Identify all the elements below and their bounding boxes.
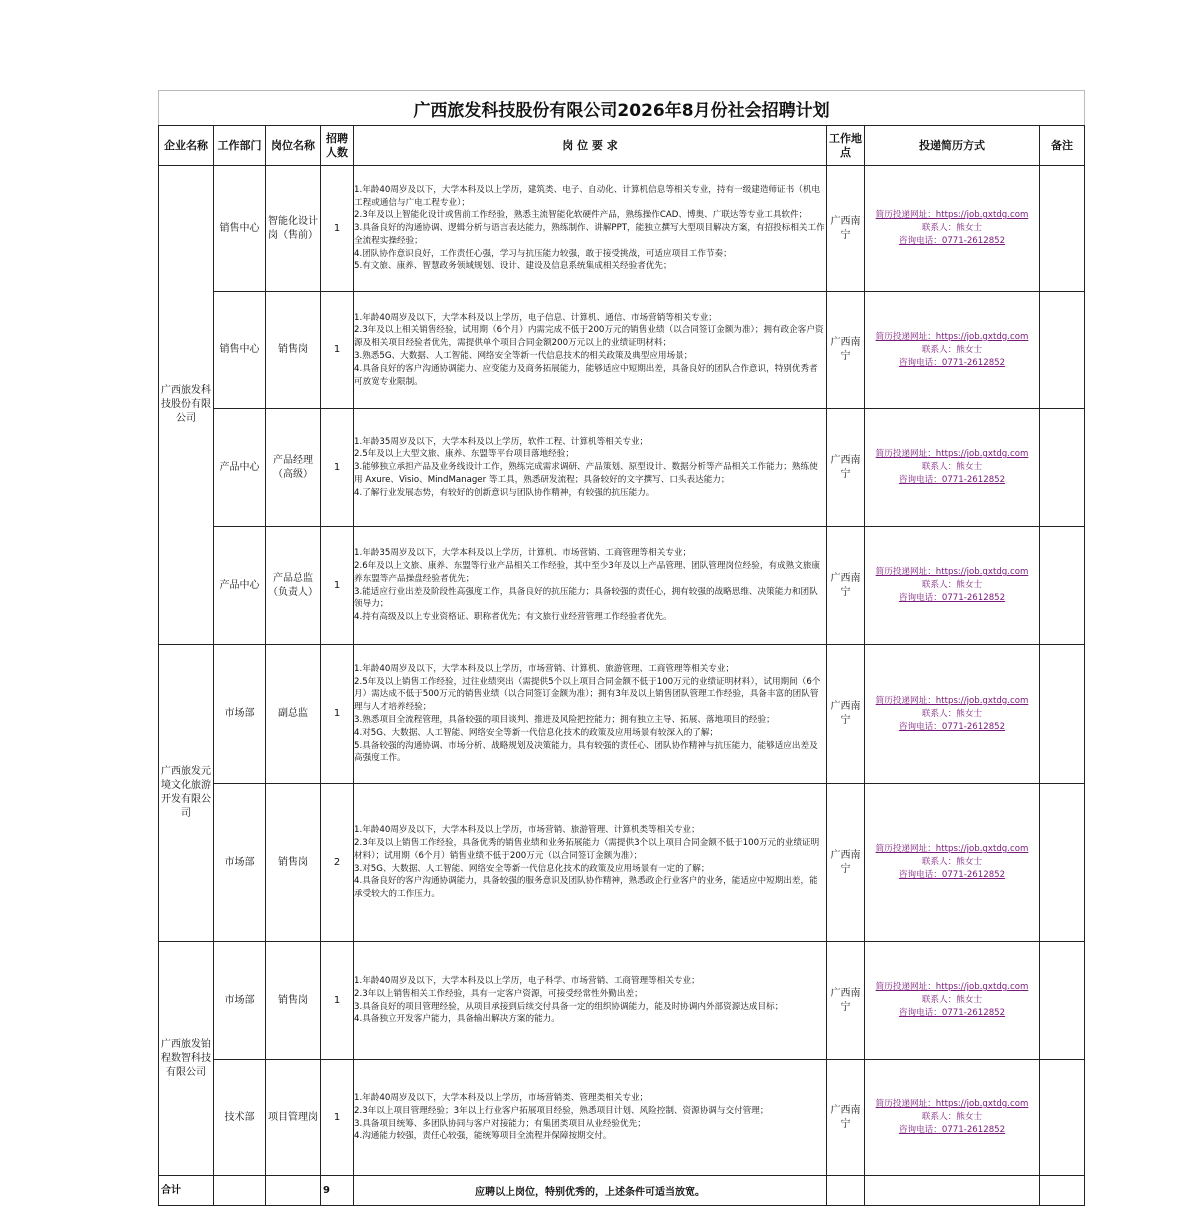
position-cell: 销售岗 xyxy=(266,784,321,942)
apply-cell xyxy=(865,409,1040,527)
apply-url-link[interactable]: 简历投递网址：https://job.gxtdg.com xyxy=(875,982,1029,992)
apply-url-link[interactable]: 简历投递网址：https://job.gxtdg.com xyxy=(875,695,1029,706)
contact-phone[interactable]: 咨询电话：0771-2612852 xyxy=(898,1125,1006,1135)
requirement-item: 5.有文旅、康养、智慧政务领域规划、设计、建设及信息系统集成相关经验者优先； xyxy=(354,261,672,272)
contact-person: 联系人：熊女士 xyxy=(921,708,983,719)
requirement-item: 3.具备项目统筹、多团队协同与客户对接能力；有集团类项目从业经验优先； xyxy=(354,1118,646,1129)
position-cell: 产品总监（负责人） xyxy=(266,527,321,645)
header-remark: 备注 xyxy=(1040,126,1085,166)
apply-url-link[interactable]: 简历投递网址：https://job.gxtdg.com xyxy=(875,567,1029,577)
location-cell: 广西南宁 xyxy=(827,166,865,292)
total-count: 9 xyxy=(321,1176,354,1206)
requirement-item: 2.3年以上销售相关工作经验，具有一定客户资源，可接受经常性外勤出差； xyxy=(354,988,643,999)
location-cell: 广西南宁 xyxy=(827,1060,865,1176)
requirements-cell xyxy=(354,527,827,645)
recruitment-table xyxy=(158,90,1085,1206)
requirement-item: 5.具备较强的沟通协调、市场分析、战略规划及决策能力，具有较强的责任心、团队协作精神与抗压能力，能够适应出差及高强度工作。 xyxy=(354,740,818,764)
dept-cell: 产品中心 xyxy=(214,527,266,645)
requirement-item: 2.5年及以上销售工作经验，过往业绩突出（需提供5个以上项目合同金额不低于100万元的业绩证明材料），试用期间（6个月）需达成不低于500万元的销售业绩（以合同签订金额为准）；拥有3年及以上销售团队管理工作经验，具备丰富的团队管理与人才培养经验； xyxy=(354,676,821,713)
requirements-cell xyxy=(354,942,827,1060)
requirement-item: 3.熟悉项目全流程管理，具备较强的项目谈判、推进及风险把控能力；拥有独立主导、拓展、落地项目的经验； xyxy=(354,715,775,725)
apply-cell xyxy=(865,292,1040,409)
requirement-item: 4.对5G、大数据、人工智能、网络安全等新一代信息化技术的政策及应用场景有较深入的了解； xyxy=(354,727,719,738)
dept-cell: 市场部 xyxy=(214,645,266,784)
contact-person: 联系人：熊女士 xyxy=(921,580,983,590)
table-row xyxy=(159,645,1085,784)
apply-url-link[interactable]: 简历投递网址：https://job.gxtdg.com xyxy=(875,331,1029,342)
total-note: 应聘以上岗位，特别优秀的，上述条件可适当放宽。 xyxy=(354,1176,827,1206)
position-cell: 销售岗 xyxy=(266,292,321,409)
position-cell: 智能化设计岗（售前） xyxy=(266,166,321,292)
apply-url-link[interactable]: 简历投递网址：https://job.gxtdg.com xyxy=(875,449,1029,459)
table-row xyxy=(159,1060,1085,1176)
header-apply: 投递简历方式 xyxy=(865,126,1040,166)
contact-phone[interactable]: 咨询电话：0771-2612852 xyxy=(898,1008,1006,1018)
requirement-item: 2.3年及以上相关销售经验，试用期（6个月）内需完成不低于200万元的销售业绩（以合同签订金额为准）；拥有政企客户资源及相关项目经验者优先，需提供单个项目合同金额200万元以上的业绩证明材料； xyxy=(354,325,824,349)
total-empty-remark xyxy=(1040,1176,1085,1206)
remark-cell xyxy=(1040,1060,1085,1176)
requirement-item: 4.具备独立开发客户能力，具备输出解决方案的能力。 xyxy=(354,1014,560,1025)
requirement-item: 4.沟通能力较强，责任心较强，能统筹项目全流程并保障按期交付。 xyxy=(354,1131,612,1142)
requirement-item: 1.年龄40周岁及以下，大学本科及以上学历，市场营销、旅游管理、计算机类等相关专业； xyxy=(354,825,700,836)
page-title: 广西旅发科技股份有限公司2026年8月份社会招聘计划 xyxy=(159,91,1085,126)
position-cell: 销售岗 xyxy=(266,942,321,1060)
apply-cell xyxy=(865,942,1040,1060)
company-name: 广西旅发铂程数智科技有限公司 xyxy=(159,942,214,1176)
total-label: 合计 xyxy=(159,1176,214,1206)
requirement-item: 2.3年及以上销售工作经验，具备优秀的销售业绩和业务拓展能力（需提供3个以上项目合同金额不低于100万元的业绩证明材料）；试用期（6个月）销售业绩不低于200万元（以合同签订金额为准）； xyxy=(354,837,820,861)
count-cell: 1 xyxy=(321,292,354,409)
location-cell: 广西南宁 xyxy=(827,645,865,784)
header-position: 岗位名称 xyxy=(266,126,321,166)
requirement-item: 4.团队协作意识良好，工作责任心强，学习与抗压能力较强，敢于接受挑战，可适应项目工作节奏； xyxy=(354,248,732,259)
requirement-item: 4.了解行业发展态势，有较好的创新意识与团队协作精神，有较强的抗压能力。 xyxy=(354,487,655,498)
requirement-item: 3.具备良好的项目管理经验，从项目承接到后续交付具备一定的组织协调能力，能及时协调内外部资源达成目标； xyxy=(354,1001,784,1012)
header-dept: 工作部门 xyxy=(214,126,266,166)
contact-person: 联系人：熊女士 xyxy=(921,1112,983,1122)
remark-cell xyxy=(1040,409,1085,527)
requirement-item: 3.能适应行业出差及阶段性高强度工作，具备良好的抗压能力；具备较强的责任心，拥有较强的战略思维、决策能力和团队领导力； xyxy=(354,586,818,610)
requirement-item: 4.持有高级及以上专业资格证、职称者优先；有文旅行业经营管理工作经验者优先。 xyxy=(354,612,672,623)
remark-cell xyxy=(1040,166,1085,292)
header-count: 招聘人数 xyxy=(321,126,354,166)
requirement-item: 3.对5G、大数据、人工智能、网络安全等新一代信息化技术的政策及应用场景有一定的了解； xyxy=(354,863,710,874)
apply-url-link[interactable]: 简历投递网址：https://job.gxtdg.com xyxy=(875,844,1029,854)
header-location: 工作地点 xyxy=(827,126,865,166)
contact-phone[interactable]: 咨询电话：0771-2612852 xyxy=(898,593,1006,603)
requirements-cell xyxy=(354,784,827,942)
contact-phone[interactable]: 咨询电话：0771-2612852 xyxy=(898,870,1006,880)
total-empty-location xyxy=(827,1176,865,1206)
location-cell: 广西南宁 xyxy=(827,784,865,942)
contact-person: 联系人：熊女士 xyxy=(921,857,983,867)
location-cell: 广西南宁 xyxy=(827,292,865,409)
apply-url-link[interactable]: 简历投递网址：https://job.gxtdg.com xyxy=(875,210,1029,220)
requirement-item: 4.具备良好的客户沟通协调能力，具备较强的服务意识及团队协作精神，熟悉政企行业客户的业务，能适应中短期出差，能承受较大的工作压力。 xyxy=(354,876,818,900)
requirements-cell xyxy=(354,292,827,409)
requirement-item: 2.3年以上项目管理经验；3年以上行业客户拓展项目经验，熟悉项目计划、风险控制、资源协调与交付管理； xyxy=(354,1105,769,1116)
apply-cell xyxy=(865,166,1040,292)
requirement-item: 1.年龄40周岁及以下，大学本科及以上学历，市场营销、计算机、旅游管理、工商管理等相关专业； xyxy=(354,663,735,674)
dept-cell: 销售中心 xyxy=(214,292,266,409)
count-cell: 1 xyxy=(321,527,354,645)
count-cell: 1 xyxy=(321,1060,354,1176)
apply-cell xyxy=(865,527,1040,645)
requirement-item: 1.年龄35周岁及以下，大学本科及以上学历，软件工程、计算机等相关专业； xyxy=(354,436,649,447)
contact-phone[interactable]: 咨询电话：0771-2612852 xyxy=(898,236,1006,246)
requirement-item: 1.年龄40周岁及以下，大学本科及以上学历，电子科学、市场营销、工商管理等相关专业； xyxy=(354,975,700,986)
requirement-item: 3.具备良好的沟通协调、逻辑分析与语言表达能力，熟练制作、讲解PPT，能独立撰写大型项目解决方案，有招投标相关工作全流程实操经验； xyxy=(354,223,825,246)
total-empty-dept xyxy=(214,1176,266,1206)
table-row xyxy=(159,784,1085,942)
contact-phone[interactable]: 咨询电话：0771-2612852 xyxy=(898,721,1006,732)
header-requirements: 岗 位 要 求 xyxy=(354,126,827,166)
location-cell: 广西南宁 xyxy=(827,409,865,527)
position-cell: 产品经理（高级） xyxy=(266,409,321,527)
dept-cell: 市场部 xyxy=(214,942,266,1060)
requirements-cell xyxy=(354,1060,827,1176)
remark-cell xyxy=(1040,292,1085,409)
requirement-item: 4.具备良好的客户沟通协调能力、应变能力及商务拓展能力，能够适应中短期出差，具备良好的团队合作意识，特别优秀者可放宽专业限制。 xyxy=(354,363,818,387)
count-cell: 1 xyxy=(321,409,354,527)
remark-cell xyxy=(1040,942,1085,1060)
total-row xyxy=(159,1176,1085,1206)
total-empty-apply xyxy=(865,1176,1040,1206)
requirement-item: 1.年龄40周岁及以下，大学本科及以上学历，市场营销类、管理类相关专业； xyxy=(354,1092,649,1103)
remark-cell xyxy=(1040,645,1085,784)
contact-phone[interactable]: 咨询电话：0771-2612852 xyxy=(898,475,1006,485)
position-cell: 项目管理岗 xyxy=(266,1060,321,1176)
apply-cell xyxy=(865,784,1040,942)
count-cell: 1 xyxy=(321,166,354,292)
location-cell: 广西南宁 xyxy=(827,527,865,645)
company-name: 广西旅发元境文化旅游开发有限公司 xyxy=(159,645,214,942)
apply-cell xyxy=(865,1060,1040,1176)
dept-cell: 销售中心 xyxy=(214,166,266,292)
table-row xyxy=(159,292,1085,409)
remark-cell xyxy=(1040,784,1085,942)
company-name: 广西旅发科技股份有限公司 xyxy=(159,166,214,645)
requirement-item: 1.年龄35周岁及以下，大学本科及以上学历，计算机、市场营销、工商管理等相关专业； xyxy=(354,548,692,559)
contact-person: 联系人：熊女士 xyxy=(921,344,983,355)
requirement-item: 2.5年及以上大型文旅、康养、东盟等平台项目落地经验； xyxy=(354,449,574,460)
count-cell: 2 xyxy=(321,784,354,942)
contact-phone[interactable]: 咨询电话：0771-2612852 xyxy=(898,357,1006,368)
location-cell: 广西南宁 xyxy=(827,942,865,1060)
table-row xyxy=(159,527,1085,645)
count-cell: 1 xyxy=(321,942,354,1060)
position-cell: 副总监 xyxy=(266,645,321,784)
header-company: 企业名称 xyxy=(159,126,214,166)
requirement-item: 1.年龄40周岁及以下，大学本科及以上学历，建筑类、电子、自动化、计算机信息等相关专业，持有一级建造师证书（机电工程或通信与广电工程专业）； xyxy=(354,184,821,208)
requirement-item: 2.3年及以上智能化设计或售前工作经验，熟悉主流智能化软硬件产品，熟练操作CAD、博奥、广联达等专业工具软件； xyxy=(354,210,808,221)
total-empty-position xyxy=(266,1176,321,1206)
dept-cell: 产品中心 xyxy=(214,409,266,527)
table-row xyxy=(159,409,1085,527)
requirements-cell xyxy=(354,166,827,292)
dept-cell: 市场部 xyxy=(214,784,266,942)
remark-cell xyxy=(1040,527,1085,645)
contact-person: 联系人：熊女士 xyxy=(921,462,983,472)
contact-person: 联系人：熊女士 xyxy=(921,223,983,233)
requirements-cell xyxy=(354,409,827,527)
table-row xyxy=(159,166,1085,292)
requirement-item: 1.年龄40周岁及以下，大学本科及以上学历，电子信息、计算机、通信、市场营销等相关专业； xyxy=(354,312,717,323)
count-cell: 1 xyxy=(321,645,354,784)
requirement-item: 3.能够独立承担产品及业务线设计工作，熟练完成需求调研、产品策划、原型设计、数据分析等产品相关工作能力；熟练使用 Axure、Visio、MindManager 等工具，熟悉研发流程；具备较好的文字撰写、口头表达能力； xyxy=(354,462,818,485)
dept-cell: 技术部 xyxy=(214,1060,266,1176)
requirements-cell xyxy=(354,645,827,784)
table-row xyxy=(159,942,1085,1060)
contact-person: 联系人：熊女士 xyxy=(921,995,983,1005)
apply-cell xyxy=(865,645,1040,784)
requirement-item: 2.6年及以上文旅、康养、东盟等行业产品相关工作经验，其中至少3年及以上产品管理、团队管理岗位经验，有成熟文旅康养东盟等产品操盘经验者优先； xyxy=(354,560,821,584)
apply-url-link[interactable]: 简历投递网址：https://job.gxtdg.com xyxy=(875,1099,1029,1109)
requirement-item: 3.熟悉5G、大数据、人工智能、网络安全等新一代信息技术的相关政策及典型应用场景； xyxy=(354,351,693,361)
